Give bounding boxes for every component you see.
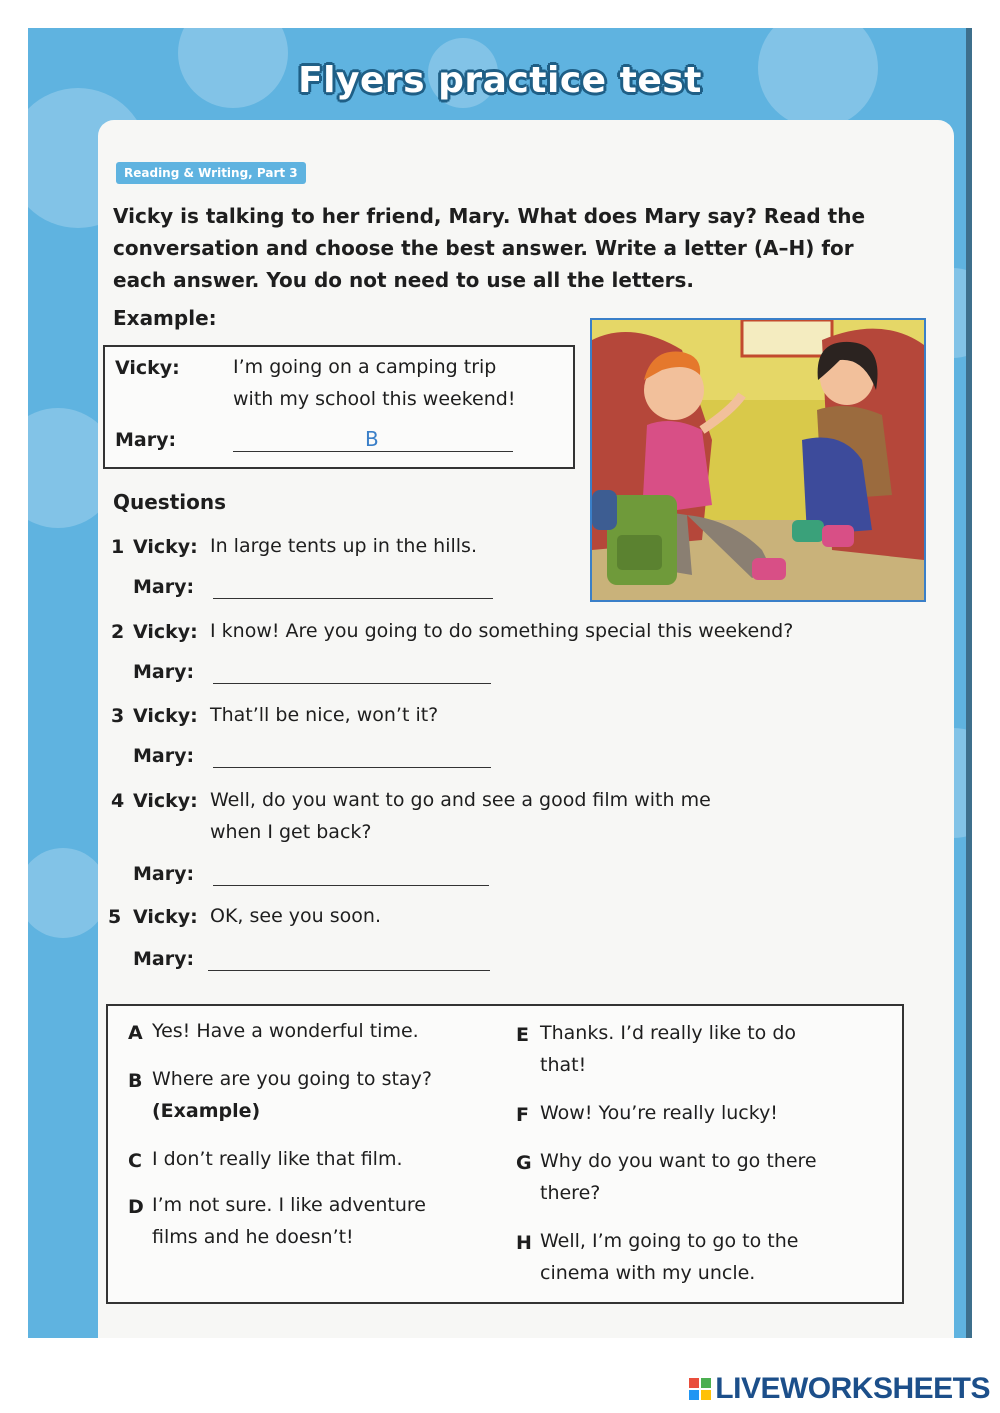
question-3-text: That’ll be nice, won’t it? bbox=[210, 704, 439, 726]
question-5-speaker: Vicky: bbox=[133, 906, 198, 928]
question-3-mary-label: Mary: bbox=[133, 745, 195, 767]
question-5-text: OK, see you soon. bbox=[210, 905, 381, 927]
example-answer: B bbox=[365, 427, 379, 451]
option-e-text-line1: Thanks. I’d really like to do bbox=[540, 1022, 797, 1044]
questions-label: Questions bbox=[113, 490, 227, 514]
question-2-speaker: Vicky: bbox=[133, 621, 198, 643]
worksheet-page bbox=[28, 28, 972, 1338]
question-2-text: I know! Are you going to do something special this weekend? bbox=[210, 620, 794, 642]
option-f-text: Wow! You’re really lucky! bbox=[540, 1102, 778, 1124]
question-5-answer-line[interactable] bbox=[208, 970, 490, 971]
example-vicky-line2: with my school this weekend! bbox=[233, 388, 516, 410]
answer-options-box bbox=[106, 1004, 904, 1304]
conversation-illustration bbox=[590, 318, 926, 602]
option-h-text-line2: cinema with my uncle. bbox=[540, 1262, 756, 1284]
logo-square-4 bbox=[701, 1390, 711, 1400]
example-answer-line bbox=[233, 451, 513, 452]
question-1-number: 1 bbox=[111, 536, 125, 558]
logo-text: LIVEWORKSHEETS bbox=[715, 1372, 990, 1405]
option-h-text-line1: Well, I’m going to go to the bbox=[540, 1230, 799, 1252]
logo-square-3 bbox=[689, 1390, 699, 1400]
question-5-number: 5 bbox=[108, 906, 122, 928]
page-edge bbox=[966, 28, 972, 1338]
instructions: Vicky is talking to her friend, Mary. What does Mary say? Read the conversation and choose the best answer. Write a letter (A–H) for each answer. You do not need to use all the letters. bbox=[113, 204, 866, 292]
example-vicky-line1: I’m going on a camping trip bbox=[233, 356, 497, 378]
question-3-speaker: Vicky: bbox=[133, 705, 198, 727]
page-title: Flyers practice test bbox=[298, 60, 702, 101]
example-mary-label: Mary: bbox=[115, 429, 177, 451]
question-4-mary-label: Mary: bbox=[133, 863, 195, 885]
option-d-text-line2: films and he doesn’t! bbox=[152, 1226, 354, 1248]
logo-square-1 bbox=[689, 1378, 699, 1388]
example-vicky-label: Vicky: bbox=[115, 357, 180, 379]
option-d-letter: D bbox=[128, 1196, 144, 1218]
two-girls-illustration bbox=[592, 320, 924, 600]
option-a-text: Yes! Have a wonderful time. bbox=[152, 1020, 419, 1042]
section-tag: Reading & Writing, Part 3 bbox=[116, 162, 306, 184]
question-1-text: In large tents up in the hills. bbox=[210, 535, 477, 557]
question-2-answer-line[interactable] bbox=[213, 683, 491, 684]
question-1-speaker: Vicky: bbox=[133, 536, 198, 558]
question-4-answer-line[interactable] bbox=[213, 885, 489, 886]
question-3-answer-line[interactable] bbox=[213, 767, 491, 768]
question-4-text-line2: when I get back? bbox=[210, 821, 372, 843]
question-2-mary-label: Mary: bbox=[133, 661, 195, 683]
option-b-letter: B bbox=[128, 1070, 143, 1092]
option-h-letter: H bbox=[516, 1232, 532, 1254]
logo-squares-icon bbox=[689, 1378, 711, 1400]
example-label: Example: bbox=[113, 306, 217, 330]
option-e-letter: E bbox=[516, 1024, 529, 1046]
option-c-letter: C bbox=[128, 1150, 142, 1172]
option-e-text-line2: that! bbox=[540, 1054, 587, 1076]
example-box bbox=[103, 345, 575, 469]
option-g-letter: G bbox=[516, 1152, 532, 1174]
question-1-answer-line[interactable] bbox=[213, 598, 493, 599]
logo-square-2 bbox=[701, 1378, 711, 1388]
option-g-text-line2: there? bbox=[540, 1182, 601, 1204]
option-b-text-line2: (Example) bbox=[152, 1100, 261, 1122]
option-f-letter: F bbox=[516, 1104, 529, 1126]
question-5-mary-label: Mary: bbox=[133, 948, 195, 970]
option-d-text-line1: I’m not sure. I like adventure bbox=[152, 1194, 426, 1216]
question-2-number: 2 bbox=[111, 621, 125, 643]
option-g-text-line1: Why do you want to go there bbox=[540, 1150, 817, 1172]
question-4-text-line1: Well, do you want to go and see a good film with me bbox=[210, 789, 711, 811]
option-a-letter: A bbox=[128, 1022, 143, 1044]
liveworksheets-logo bbox=[689, 1372, 990, 1406]
question-4-speaker: Vicky: bbox=[133, 790, 198, 812]
question-3-number: 3 bbox=[111, 705, 125, 727]
question-1-mary-label: Mary: bbox=[133, 576, 195, 598]
question-4-number: 4 bbox=[111, 790, 125, 812]
background-bubble bbox=[28, 848, 108, 938]
option-b-text-line1: Where are you going to stay? bbox=[152, 1068, 432, 1090]
option-c-text: I don’t really like that film. bbox=[152, 1148, 403, 1170]
